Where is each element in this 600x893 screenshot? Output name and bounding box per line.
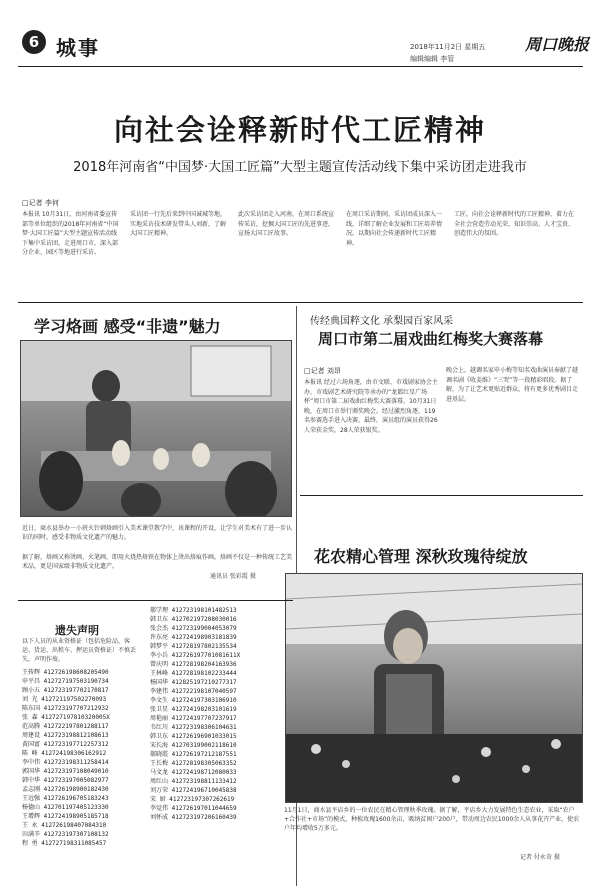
notice-title: 遗失声明	[55, 624, 99, 637]
notice-entry: 王远强 412726196705183243	[22, 795, 109, 802]
notice-entry: 张卫星 412724198203101619	[150, 706, 237, 713]
notice-entry: 王 永 412726198407084310	[22, 822, 107, 829]
story-three-body-2: 晚会上，越调名家申小梅等知名戏曲演员奉献了越调名剧《收姜维》“三哭”等一段精彩唱段。据了解，为了让艺术更贴近群众，将有更多优秀剧目走进基层。	[446, 367, 579, 403]
notice-entry: 宋长海 412703199002118610	[150, 742, 237, 749]
notice-entry: 李中伟 412723198311258414	[22, 759, 109, 766]
notice-entry: 周红山 412723198811133412	[150, 778, 237, 785]
story-four-credit: 记者 付永奇 摄	[520, 854, 560, 861]
story-four-title: 花农精心管理 深秋玫瑰待绽放	[314, 547, 528, 566]
notice-entry: 韩卫东 412726196901033015	[150, 733, 237, 740]
notice-entry: 杨国华 412825197210277317	[150, 679, 237, 686]
notice-entry: 王增辉 412724198905185718	[22, 813, 109, 820]
editors-line: 编辑编辑 李管	[410, 55, 455, 63]
story-two-caption-2: 据了解，烙画又称烫画、火笔画，即用火烧热烙铁在物体上烫出烙痕作画。烙画不仅是一种传统工艺美术品，更是国家级非物质文化遗产。	[22, 554, 292, 570]
date-line: 2018年11月2日 星期五	[410, 43, 486, 51]
page-number: 6	[22, 30, 46, 54]
lead-col-2: 采访团一行先后来到中国诚城等地，实地采访技术研发带头人刘新，了解大国工匠精神。	[130, 211, 227, 237]
story-three-kicker: 传经典国粹文化 承梨园百家风采	[310, 316, 454, 327]
story-three-rule	[300, 495, 583, 496]
notice-entry: 田满辛 412723197307108132	[22, 831, 109, 838]
notice-rule	[18, 600, 293, 601]
notice-entry: 李小兵 412726197701081611X	[150, 652, 241, 659]
story-three-title: 周口市第二届戏曲红梅奖大赛落幕	[318, 330, 544, 348]
notice-entry: 陈 峰 412724198306162912	[22, 750, 107, 757]
notice-entry: 李建伟 412722198107040597	[150, 688, 237, 695]
notice-entry: 曾庆明 412728198204163936	[150, 661, 237, 668]
notice-entry: 郝晓霞 412726197212187551	[150, 751, 237, 758]
notice-entry: 刘 光 412721197502270093	[22, 696, 107, 703]
lead-subheadline: 2018年河南省“中国梦·大国工匠篇”大型主题宣传活动线下集中采访团走进我市	[73, 160, 527, 175]
notice-entry: 王长梅 412728198305063352	[150, 760, 237, 767]
masthead-brand: 周口晚报	[525, 35, 590, 54]
notice-entry: 宋 厨 412723197307262619	[150, 796, 235, 803]
notice-entry: 张会杰 412723199004053079	[150, 625, 237, 632]
lead-col-3: 此次采访团走入河南，在周口系统宣传采访，挖掘大国工匠的先进事迹，宣扬大国工匠故事。	[238, 211, 335, 237]
notice-list-2	[150, 606, 290, 822]
notice-entry: 张 森 412727197810320005X	[22, 714, 110, 721]
notice-entry: 郝学理 412723198101482513	[150, 607, 237, 614]
lead-col-4: 在周口采访期间，采访团成员深入一线，详细了解企业发展和工匠培养情况，以期向社会传递新时代工匠精神。	[346, 211, 443, 247]
rose-farmer-photo	[285, 573, 583, 803]
lead-bottom-rule	[18, 302, 583, 303]
header-rule	[18, 66, 583, 67]
notice-entry: 范高腾 412722197801288117	[22, 723, 109, 730]
notice-entry: 郭国华 412723197108049010	[22, 768, 109, 775]
notice-entry: 韩梦平 412728197802135534	[150, 643, 237, 650]
notice-intro: 以下人员的从业资格证（包括危险品、客运、货运、出租车、押运员资格证）不慎丢失，声明作废。	[22, 638, 137, 663]
notice-entry: 顾小五 412723197702170817	[22, 687, 109, 694]
lead-byline: □记者 李何	[22, 199, 59, 207]
notice-entry: 孟志刚 412726198900182430	[22, 786, 109, 793]
notice-entry: 李文生 412724197303106910	[150, 697, 237, 704]
notice-entry: 韩卫东 412702197208030016	[150, 616, 237, 623]
notice-entry: 王林峰 412728198102233444	[150, 670, 237, 677]
story-three-body-1: 本报讯 经过六场角逐，由市文联、市戏剧家协会主办，市戏剧艺术研究院等承办的“龙都红星广场杯”周口市第二届戏曲红梅奖大赛落幕，10月31日晚，在周口市举行颁奖晚会。经过激烈角逐，119名参赛选手进入决赛，最终，演员组的演员获得26人荣获金奖，28人荣获银奖。	[304, 379, 438, 434]
notice-entry: 程 勇 412727198311085457	[22, 840, 107, 847]
lead-headline: 向社会诠释新时代工匠精神	[113, 113, 486, 147]
notice-entry: 周艳丽 412724197707237917	[150, 715, 237, 722]
notice-entry: 黄国富 412723197712257312	[22, 741, 109, 748]
notice-entry: 周建设 412723198812108613	[22, 732, 109, 739]
story-four-caption: 11月1日，商水县平店乡的一位农民在精心管理秋季玫瑰。据了解，平店乡大力发展特色生态农业，采取“农户+合作社+市场”的模式，种植玫瑰1600余亩，吸纳贫困户200户，带动周边农民1000余人从事花卉产业，使农户年均增收5万多元。	[284, 807, 580, 832]
notice-entry: 陈东国 412723197707212932	[22, 705, 109, 712]
story-two-title: 学习烙画 感受“非遗”魅力	[34, 317, 221, 336]
notice-entry: 申平昌 412727197503190734	[22, 678, 109, 685]
notice-entry: 王传辉 412726198608205490	[22, 669, 109, 676]
story-two-caption: 近日，商水县举办一小班火针刺烙画引入美术课堂教学中，该课程的开设，让学生对美术有了进一步认识的同时，感受非物质文化遗产的魅力。	[22, 525, 292, 541]
notice-entry: 马文龙 412724198712080033	[150, 769, 237, 776]
photo-illustration	[21, 341, 291, 516]
section-title: 城事	[56, 36, 100, 60]
lead-col-1: 本报讯 10月31日，由河南省委宣传部等单位组织的2018年河南省“中国梦·大国工匠篇”大型主题宣传活动线下集中采访团，走进周口市，深入部分企业、园区等地进行采访。	[22, 211, 119, 256]
lead-col-5: 工匠，向社会诠释新时代的工匠精神，着力在全社会营造劳动光荣、知识崇高、人才宝贵、创造伟大的氛围。	[454, 211, 575, 237]
notice-entry: 许东亮 412724198903181839	[150, 634, 237, 641]
notice-entry: 刘怀成 412723197206160439	[150, 814, 237, 821]
notice-list-1	[22, 668, 142, 848]
notice-entry: 韦红川 412723198306104631	[150, 724, 237, 731]
notice-entry: 李觉伟 412726197011044659	[150, 805, 237, 812]
notice-entry: 杨德山 412701197405123330	[22, 804, 109, 811]
pyrography-class-photo	[20, 340, 292, 517]
story-two-credit: 通讯员 张彩霞 摄	[210, 573, 256, 580]
notice-entry: 刘万荣 412724196710045838	[150, 787, 237, 794]
photo-illustration	[286, 574, 582, 802]
notice-entry: 韩中华 412723197005082977	[22, 777, 109, 784]
story-three-byline: □记者 刘昂	[304, 367, 341, 375]
